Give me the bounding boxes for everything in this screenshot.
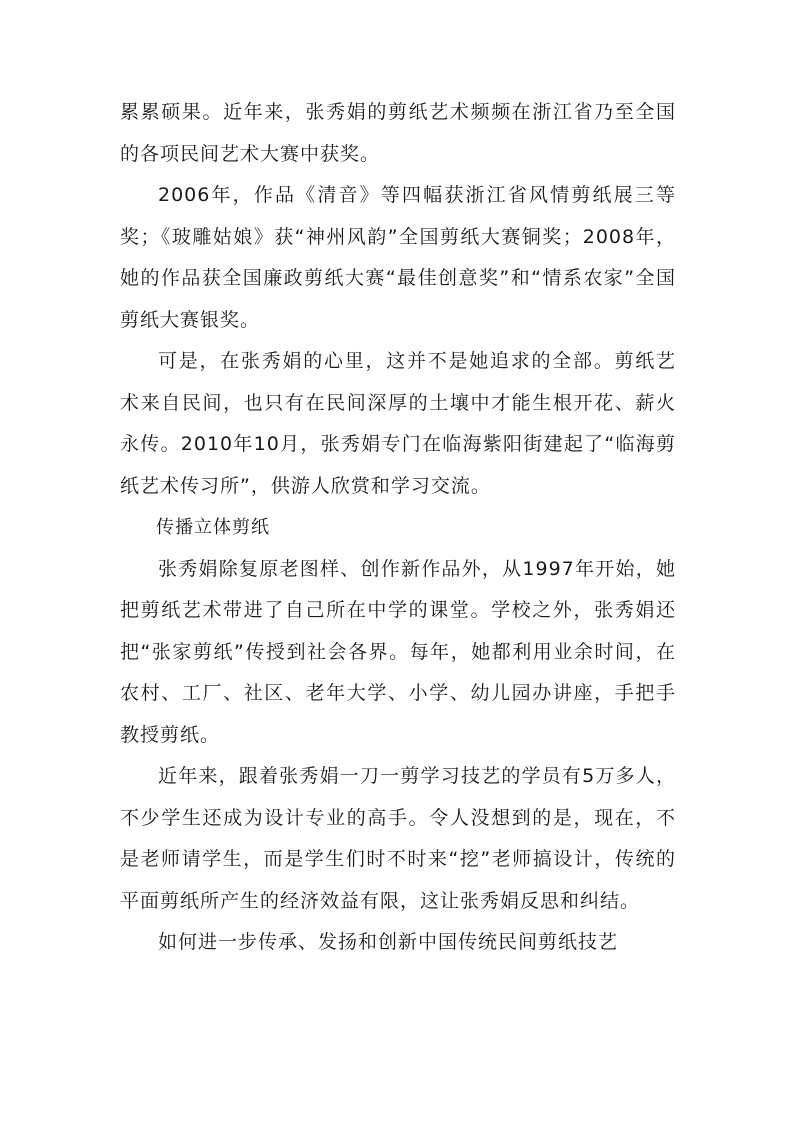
- section-heading: 传播立体剪纸: [156, 517, 270, 538]
- paragraph-students: 近年来，跟着张秀娟一刀一剪学习技艺的学员有5万多人，不少学生还成为设计专业的高手。令人没想到的是，现在，不是老师请学生，而是学生们时不时来“挖”老师搞设计，传统的平面剪纸所产生的经济效益有限，这让张秀娟反思和纠结。: [120, 765, 676, 912]
- paragraph-question: 如何进一步传承、发扬和创新中国传统民间剪纸技艺: [158, 931, 619, 953]
- paragraph-teaching: 张秀娟除复原老图样、创作新作品外，从1997年开始，她把剪纸艺术带进了自己所在中学的课堂。学校之外，张秀娟还把“张家剪纸”传授到社会各界。每年，她都利用业余时间，在农村、工厂、社区、老年大学、小学、幼儿园办讲座，手把手教授剪纸。: [120, 557, 676, 746]
- paragraph-awards: 2006年，作品《清音》等四幅获浙江省风情剪纸展三等奖；《玻雕姑娘》获“神州风韵”全国剪纸大赛铜奖；2008年，她的作品获全国廉政剪纸大赛“最佳创意奖”和“情系农家”全国剪纸大赛银奖。: [120, 184, 676, 331]
- paragraph-workshop: 可是，在张秀娟的心里，这并不是她追求的全部。剪纸艺术来自民间，也只有在民间深厚的土壤中才能生根开花、薪火永传。2010年10月，张秀娟专门在临海紫阳街建起了“临海剪纸艺术传习所”，供游人欣赏和学习交流。: [120, 350, 676, 497]
- paragraph-continuation: 累累硕果。近年来，张秀娟的剪纸艺术频频在浙江省乃至全国的各项民间艺术大赛中获奖。: [120, 101, 676, 165]
- body-text: [120, 92, 676, 964]
